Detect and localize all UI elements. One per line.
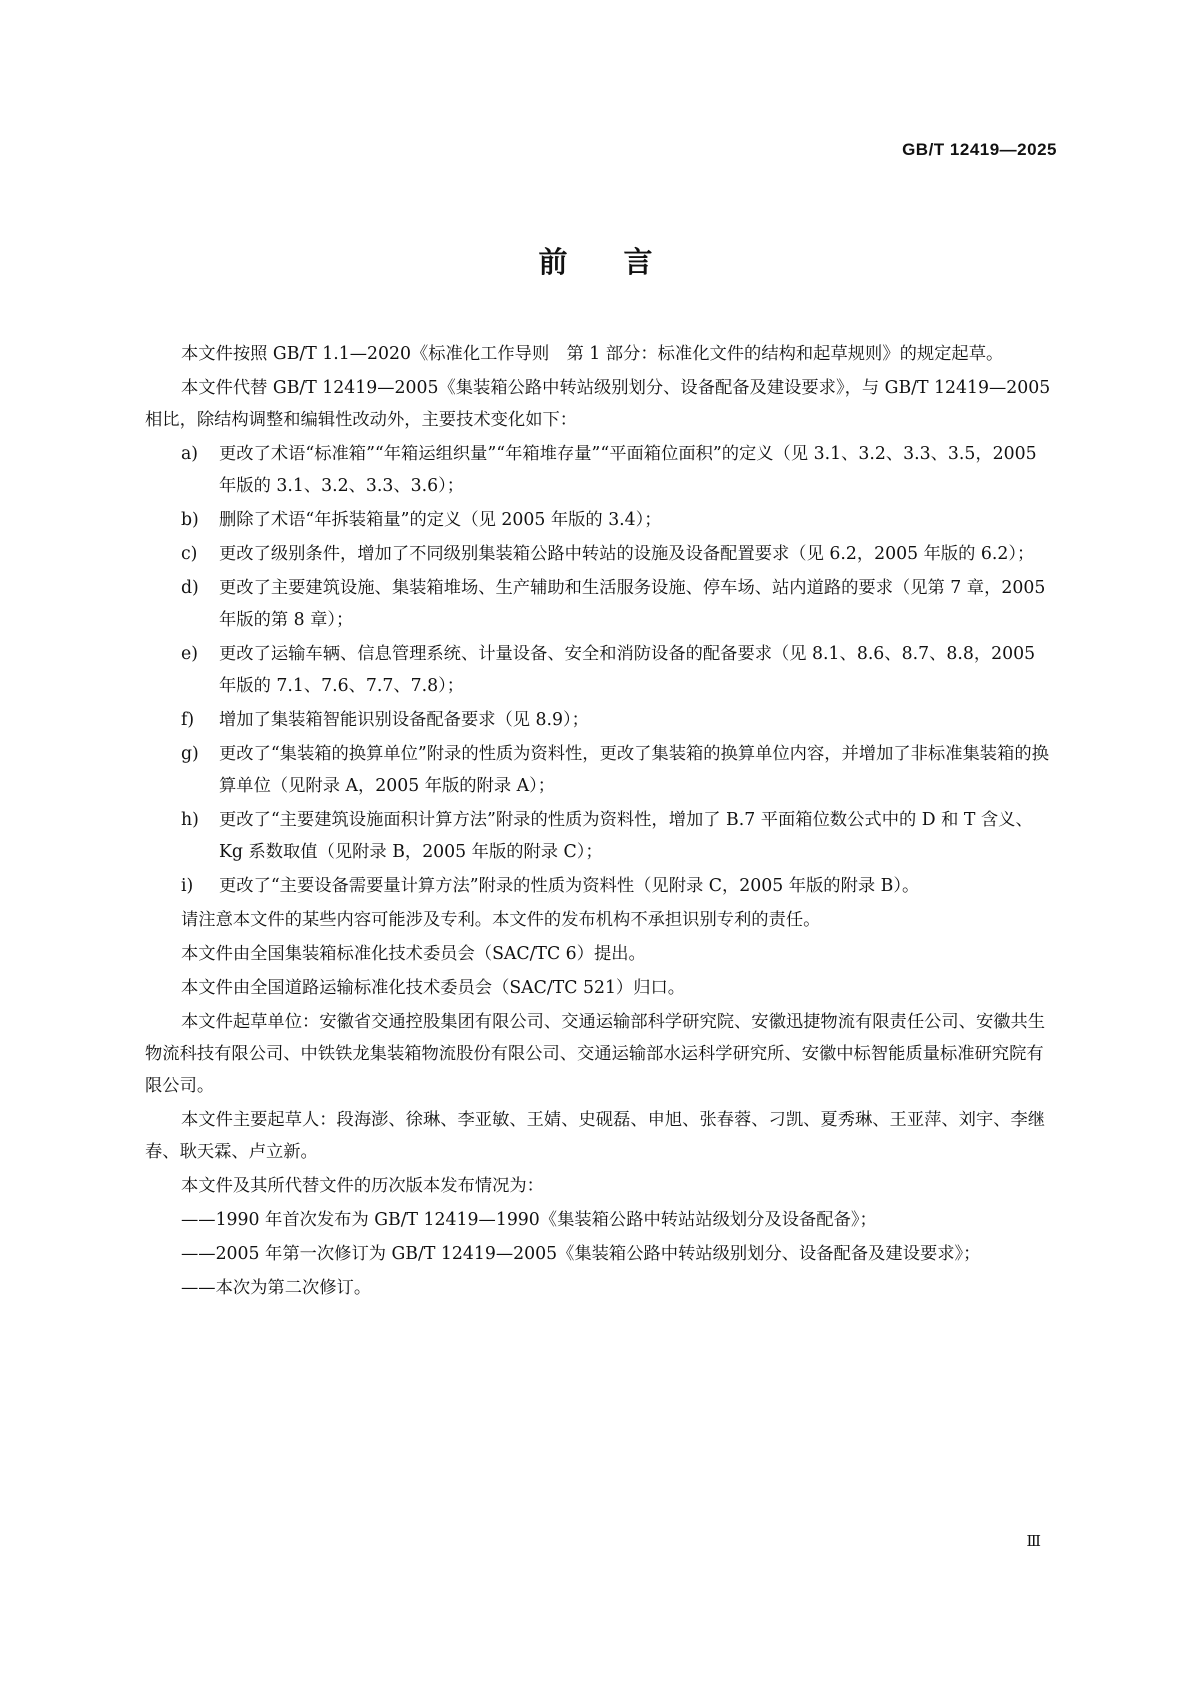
list-item xyxy=(145,638,1055,702)
list-item-text: 更改了运输车辆、信息管理系统、计量设备、安全和消防设备的配备要求（见 8.1、8.6、8.7、8.8，2005 年版的 7.1、7.6、7.7、7.8）； xyxy=(219,644,1036,696)
list-item-text: 更改了“主要设备需要量计算方法”附录的性质为资料性（见附录 C，2005 年版的附录 B）。 xyxy=(219,876,920,896)
page-title: 前言 xyxy=(538,245,709,279)
list-marker: g) xyxy=(181,744,199,764)
history-item: ——1990 年首次发布为 GB/T 12419—1990《集装箱公路中转站站级划分及设备配备》； xyxy=(181,1210,877,1230)
list-marker: c) xyxy=(181,544,198,564)
list-item-text: 更改了主要建筑设施、集装箱堆场、生产辅助和生活服务设施、停车场、站内道路的要求（见第 7 章，2005 年版的第 8 章）； xyxy=(219,578,1046,630)
paragraph-centralized-by: 本文件由全国道路运输标准化技术委员会（SAC/TC 521）归口。 xyxy=(181,978,686,998)
list-item xyxy=(145,870,1055,902)
history-item: ——本次为第二次修订。 xyxy=(181,1278,372,1298)
list-marker: i) xyxy=(181,876,194,896)
list-item xyxy=(145,538,1055,570)
list-item xyxy=(145,738,1055,802)
list-item-text: 更改了术语“标准箱”“年箱运组织量”“年箱堆存量”“平面箱位面积”的定义（见 3.1、3.2、3.3、3.5，2005 年版的 3.1、3.2、3.3、3.6）； xyxy=(219,444,1037,496)
history-list xyxy=(145,1204,1055,1304)
list-marker: h) xyxy=(181,810,199,830)
list-item xyxy=(145,804,1055,868)
page-number: Ⅲ xyxy=(1026,1532,1041,1550)
paragraph-proposed-by: 本文件由全国集装箱标准化技术委员会（SAC/TC 6）提出。 xyxy=(181,944,646,964)
list-marker: b) xyxy=(181,510,199,530)
changes-list xyxy=(145,438,1055,902)
list-marker: f) xyxy=(181,710,195,730)
list-marker: e) xyxy=(181,644,198,664)
list-item xyxy=(145,572,1055,636)
list-marker: d) xyxy=(181,578,199,598)
paragraph-history-intro: 本文件及其所代替文件的历次版本发布情况为： xyxy=(181,1176,544,1196)
list-item-text: 更改了“集装箱的换算单位”附录的性质为资料性，更改了集装箱的换算单位内容，并增加了非标准集装箱的换算单位（见附录 A，2005 年版的附录 A）； xyxy=(219,744,1049,796)
list-marker: a) xyxy=(181,444,199,464)
list-item-text: 删除了术语“年拆装箱量”的定义（见 2005 年版的 3.4）； xyxy=(219,510,662,530)
list-item xyxy=(145,704,1055,736)
standard-code: GB/T 12419—2025 xyxy=(902,140,1057,159)
paragraph-drafting-rules: 本文件按照 GB/T 1.1—2020《标准化工作导则 第 1 部分：标准化文件的结构和起草规则》的规定起草。 xyxy=(181,344,1004,364)
list-item-text: 增加了集装箱智能识别设备配备要求（见 8.9）； xyxy=(219,710,589,730)
list-item-text: 更改了级别条件，增加了不同级别集装箱公路中转站的设施及设备配置要求（见 6.2，2005 年版的 6.2）； xyxy=(219,544,1035,564)
paragraph-patent-notice: 请注意本文件的某些内容可能涉及专利。本文件的发布机构不承担识别专利的责任。 xyxy=(181,910,821,930)
paragraph-drafting-units: 本文件起草单位：安徽省交通控股集团有限公司、交通运输部科学研究院、安徽迅捷物流有限责任公司、安徽共生物流科技有限公司、中铁铁龙集装箱物流股份有限公司、交通运输部水运科学研究所、安徽中标智能质量标准研究院有限公司。 xyxy=(145,1012,1046,1096)
list-item-text: 更改了“主要建筑设施面积计算方法”附录的性质为资料性，增加了 B.7 平面箱位数公式中的 D 和 T 含义、Kg 系数取值（见附录 B，2005 年版的附录 C）； xyxy=(219,810,1033,862)
paragraph-replacement: 本文件代替 GB/T 12419—2005《集装箱公路中转站级别划分、设备配备及建设要求》，与 GB/T 12419—2005 相比，除结构调整和编辑性改动外，主要技术变化如下： xyxy=(145,378,1051,430)
history-item: ——2005 年第一次修订为 GB/T 12419—2005《集装箱公路中转站级别划分、设备配备及建设要求》； xyxy=(181,1244,981,1264)
list-item xyxy=(145,504,1055,536)
paragraph-drafters: 本文件主要起草人：段海澎、徐琳、李亚敏、王婧、史砚磊、申旭、张春蓉、刁凯、夏秀琳、王亚萍、刘宇、李继春、耿天霖、卢立新。 xyxy=(145,1110,1046,1162)
document-body xyxy=(145,338,1055,1306)
list-item xyxy=(145,438,1055,502)
